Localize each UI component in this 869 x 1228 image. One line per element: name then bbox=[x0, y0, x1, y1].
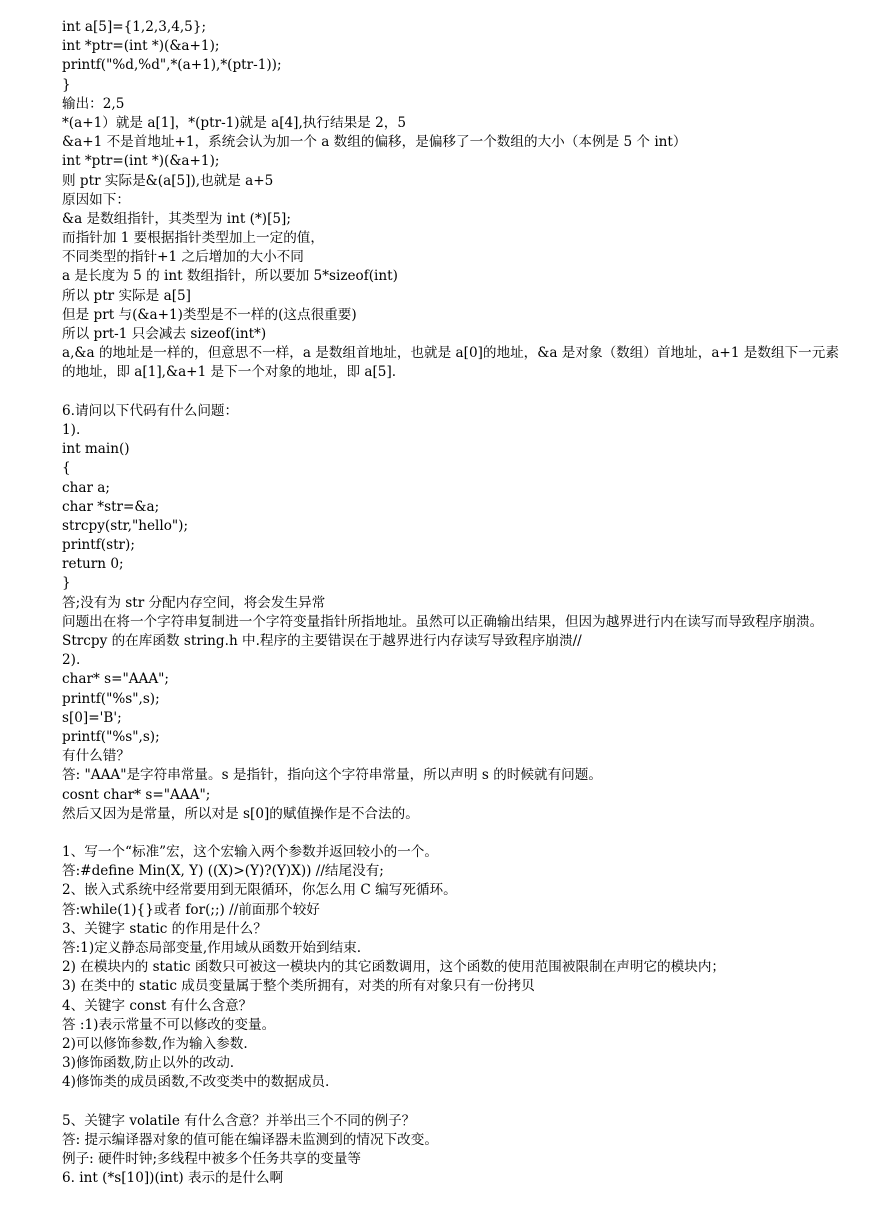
code-line: int main() bbox=[62, 441, 130, 458]
code-line: int *ptr=(int *)(&a+1); bbox=[62, 38, 220, 55]
code-line: { bbox=[62, 460, 71, 477]
text-paragraph: a,&a 的地址是一样的，但意思不一样，a 是数组首地址，也就是 a[0]的地址，&a 是对象（数组）首地址，a+1 是数组下一元素的地址，即 a[1],&a+1 是下一个对象的地址，即 a[5]. bbox=[62, 345, 839, 381]
code-line: int *ptr=(int *)(&a+1); bbox=[62, 153, 220, 170]
code-line: char a; bbox=[62, 479, 110, 496]
code-line: } bbox=[62, 76, 71, 93]
document-page bbox=[62, 18, 852, 1188]
answer-line: 答:1)定义静态局部变量,作用域从函数开始到结束. bbox=[62, 940, 362, 957]
text-line: *(a+1）就是 a[1]，*(ptr-1)就是 a[4],执行结果是 2，5 bbox=[62, 114, 406, 131]
text-line: 输出：2,5 bbox=[62, 95, 125, 112]
text-line: a 是长度为 5 的 int 数组指针，所以要加 5*sizeof(int) bbox=[62, 268, 398, 285]
code-line: } bbox=[62, 575, 71, 592]
text-line: 2). bbox=[62, 652, 81, 669]
answer-line: 答: 提示编译器对象的值可能在编译器未监测到的情况下改变。 bbox=[62, 1131, 438, 1148]
text-line: 所以 prt-1 只会减去 sizeof(int*) bbox=[62, 326, 267, 342]
code-line: printf("%d,%d",*(a+1),*(ptr-1)); bbox=[62, 57, 282, 74]
question-line: 4、关键字 const 有什么含意？ bbox=[62, 997, 253, 1014]
code-line: strcpy(str,"hello"); bbox=[62, 517, 189, 534]
text-line: Strcpy 的在库函数 string.h 中.程序的主要错误在于越界进行内存读写导致程序崩溃// bbox=[62, 633, 582, 650]
answer-line: 3) 在类中的 static 成员变量属于整个类所拥有，对类的所有对象只有一份拷贝 bbox=[62, 978, 535, 995]
code-line: char* s="AAA"; bbox=[62, 671, 169, 688]
answer-line: 答:#define Min(X, Y) ((X)>(Y)?(Y)X)) //结尾没有; bbox=[62, 863, 384, 880]
question-line: 有什么错？ bbox=[62, 748, 130, 765]
question-line: 1、写一个“标准”宏，这个宏输入两个参数并返回较小的一个。 bbox=[62, 844, 438, 861]
answer-line: 3)修饰函数,防止以外的改动. bbox=[62, 1055, 235, 1072]
question-line: 2、嵌入式系统中经常要用到无限循环，你怎么用 C 编写死循环。 bbox=[62, 882, 457, 899]
answer-line: 2)可以修饰参数,作为输入参数. bbox=[62, 1035, 248, 1052]
question-heading: 6.请问以下代码有什么问题： bbox=[62, 402, 239, 419]
answer-line: 答:while(1){}或者 for(;;) //前面那个较好 bbox=[62, 901, 320, 918]
text-line: &a 是数组指针，其类型为 int (*)[5]; bbox=[62, 210, 291, 227]
question-line: 3、关键字 static 的作用是什么？ bbox=[62, 920, 267, 937]
code-line: printf(str); bbox=[62, 537, 135, 554]
text-line: 不同类型的指针+1 之后增加的大小不同 bbox=[62, 249, 304, 266]
text-line: 原因如下： bbox=[62, 191, 130, 208]
text-line: 1). bbox=[62, 421, 81, 438]
code-line: s[0]='B'; bbox=[62, 709, 122, 726]
answer-line: 2) 在模块内的 static 函数只可被这一模块内的其它函数调用，这个函数的使用范围被限制在声明它的模块内； bbox=[62, 959, 726, 976]
text-line: 则 ptr 实际是&(a[5]),也就是 a+5 bbox=[62, 172, 274, 189]
code-line: char *str=&a; bbox=[62, 498, 160, 515]
blank-line bbox=[62, 1093, 852, 1112]
answer-line: 答;没有为 str 分配内存空间，将会发生异常 bbox=[62, 594, 326, 611]
answer-line: 答 :1)表示常量不可以修改的变量。 bbox=[62, 1016, 276, 1033]
answer-line: 例子: 硬件时钟;多线程中被多个任务共享的变量等 bbox=[62, 1151, 361, 1168]
text-line: 然后又因为是常量，所以对是 s[0]的赋值操作是不合法的。 bbox=[62, 805, 419, 822]
answer-line: 4)修饰类的成员函数,不改变类中的数据成员. bbox=[62, 1074, 330, 1091]
text-line: 而指针加 1 要根据指针类型加上一定的值， bbox=[62, 230, 324, 247]
question-line: 6. int (*s[10])(int) 表示的是什么啊 bbox=[62, 1170, 284, 1187]
blank-line bbox=[62, 824, 852, 843]
code-line: printf("%s",s); bbox=[62, 728, 160, 745]
text-line: 但是 prt 与(&a+1)类型是不一样的(这点很重要) bbox=[62, 306, 357, 323]
answer-line: 答: "AAA"是字符串常量。s 是指针，指向这个字符串常量，所以声明 s 的时候就有问题。 bbox=[62, 767, 602, 784]
code-line: return 0; bbox=[62, 556, 124, 573]
text-line: 所以 ptr 实际是 a[5] bbox=[62, 287, 191, 304]
text-paragraph: 问题出在将一个字符串复制进一个字符变量指针所指地址。虽然可以正确输出结果，但因为越界进行内在读写而导致程序崩溃。 bbox=[62, 613, 824, 630]
code-line: printf("%s",s); bbox=[62, 690, 160, 707]
text-line: &a+1 不是首地址+1，系统会认为加一个 a 数组的偏移，是偏移了一个数组的大小（本例是 5 个 int） bbox=[62, 134, 687, 151]
blank-line bbox=[62, 383, 852, 402]
code-line: int a[5]={1,2,3,4,5}; bbox=[62, 19, 207, 35]
code-line: cosnt char* s="AAA"; bbox=[62, 786, 211, 803]
question-line: 5、关键字 volatile 有什么含意？并举出三个不同的例子？ bbox=[62, 1112, 416, 1129]
